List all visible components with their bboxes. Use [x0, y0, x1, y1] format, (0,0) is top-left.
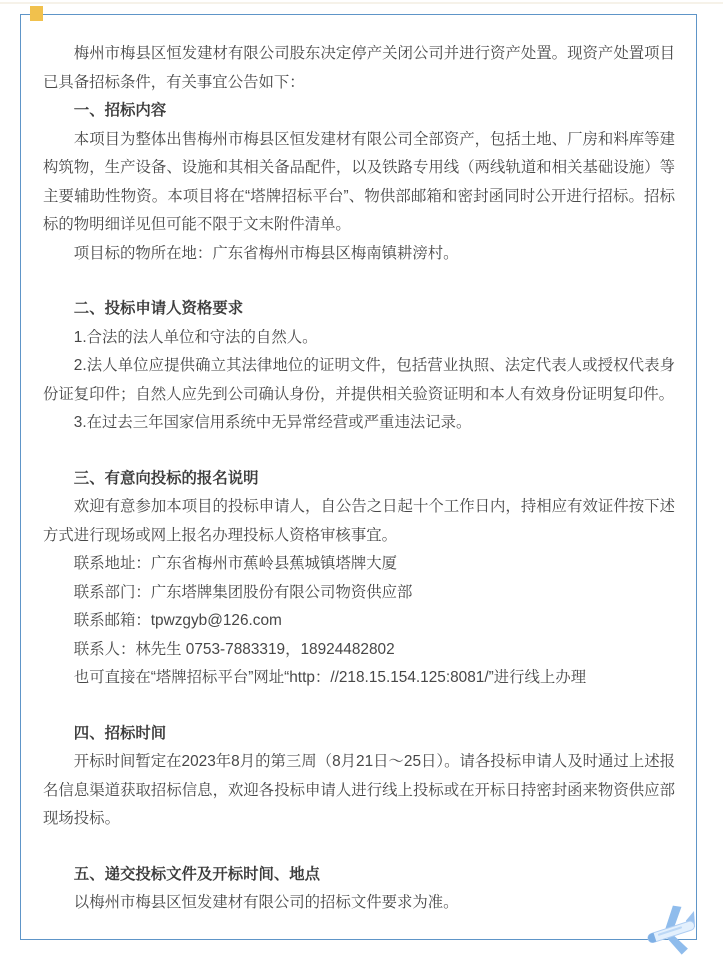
section-heading: 五、递交投标文件及开标时间、地点 [73, 865, 321, 883]
online-platform-note: 也可直接在“塔牌招标平台”网址“http：//218.15.154.125:8081/”进行线上办理 [73, 669, 587, 686]
section-tender-time [43, 720, 675, 834]
contact-email: 联系邮箱：tpwzgyb@126.com [73, 612, 282, 629]
paragraph: 欢迎有意参加本项目的投标申请人，自公告之日起十个工作日内，持相应有效证件按下述方式进行现场或网上报名办理投标人资格审核事宜。 [43, 498, 675, 544]
section-bidder-qualifications [43, 295, 675, 438]
intro-paragraph: 梅州市梅县区恒发建材有限公司股东决定停产关闭公司并进行资产处置。现资产处置项目已具备招标条件，有关事宜公告如下： [43, 45, 675, 91]
contact-department: 联系部门：广东塔牌集团股份有限公司物资供应部 [73, 583, 413, 601]
contact-address: 联系地址：广东省梅州市蕉岭县蕉城镇塔牌大厦 [73, 555, 398, 572]
paragraph: 以梅州市梅县区恒发建材有限公司的招标文件要求为准。 [73, 894, 459, 911]
paragraph: 1.合法的法人单位和守法的自然人。 [73, 328, 318, 346]
document-frame [20, 14, 697, 940]
paragraph: 本项目为整体出售梅州市梅县区恒发建材有限公司全部资产，包括土地、厂房和料库等建构筑物，生产设备、设施和其相关备品配件，以及铁路专用线（两线轨道和相关基础设施）等主要辅助性物资。本项目将在“塔牌招标平台”、物供部邮箱和密封函同时公开进行招标。招标标的物明细详见但可能不限于文末附件清单。 [43, 130, 675, 233]
paragraph: 2.法人单位应提供确立其法律地位的证明文件，包括营业执照、法定代表人或授权代表身份证复印件；自然人应先到公司确认身份，并提供相关验资证明和本人有效身份证明复印件。 [43, 357, 675, 403]
announcement-body [21, 15, 696, 918]
section-heading: 三、有意向投标的报名说明 [73, 469, 259, 487]
section-tender-content [43, 97, 675, 268]
section-heading: 一、招标内容 [73, 102, 167, 119]
section-heading: 二、投标申请人资格要求 [73, 300, 244, 317]
top-edge-hairline [0, 2, 723, 4]
airplane-icon [642, 900, 704, 962]
section-heading: 四、招标时间 [73, 724, 167, 742]
section-submission-and-opening [43, 861, 675, 918]
contact-person: 联系人：林先生 0753-7883319，18924482802 [73, 640, 395, 658]
paragraph: 开标时间暂定在2023年8月的第三周（8月21日～25日）。请各投标申请人及时通过上述报名信息渠道获取招标信息，欢迎各投标申请人进行线上投标或在开标日持密封函来物资供应部现场投标。 [43, 753, 675, 827]
paragraph: 项目标的物所在地：广东省梅州市梅县区梅南镇耕滂村。 [73, 244, 459, 262]
paragraph: 3.在过去三年国家信用系统中无异常经营或严重违法记录。 [73, 414, 472, 431]
section-registration-instructions [43, 465, 675, 693]
